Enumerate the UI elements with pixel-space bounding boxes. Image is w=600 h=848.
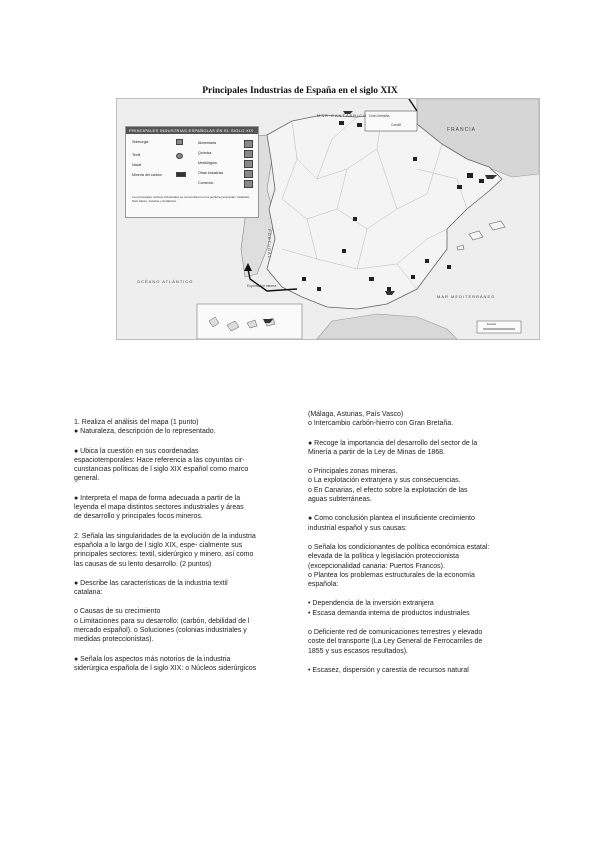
legend-note: Los principales núcleos industriales se concentraron en la periferia peninsular: Cataluña, País Vasco, Asturias y Andalucía.: [132, 195, 250, 203]
legend-right-label: Otras industrias: [198, 171, 224, 175]
trade-icon: [244, 180, 253, 188]
legend-right-label: Alimentaria: [198, 141, 216, 145]
text-line: industrial español y sus causas:: [308, 524, 407, 532]
text-line: o Plantea los problemas estructurales de la economía: [308, 571, 475, 579]
text-paragraph: [74, 607, 289, 644]
text-line: siderúrgica española de l siglo XIX: o Núcleos siderúrgicos: [74, 664, 257, 672]
text-line: (Málaga, Asturias, País Vasco): [308, 411, 404, 418]
legend-header: PRINCIPALES INDUSTRIAS ESPAÑOLAS EN EL SIGLO XIX: [126, 127, 258, 134]
text-paragraph: [74, 447, 289, 484]
industry-map: [116, 98, 540, 340]
text-paragraph: [74, 655, 289, 674]
text-paragraph: [308, 439, 528, 458]
text-line: o Deficiente red de comunicaciones terrestres y elevado: [308, 629, 483, 637]
text-line: o Causas de su crecimiento: [74, 608, 161, 616]
text-line: o La explotación extranjera y sus consecuencias.: [308, 477, 461, 485]
text-line: ● Interpreta el mapa de forma adecuada a partir de la: [74, 494, 241, 502]
text-line: • Escasa demanda interna de productos industriales: [308, 609, 470, 617]
siderurgy-icon: [176, 139, 183, 145]
text-line: ● Señala los aspectos más notorios de la industria: [74, 655, 231, 663]
scale-label: Escala: [487, 322, 497, 326]
city-label-a: Gran Bretaña: [369, 114, 390, 118]
sea-label-cantabrico: MAR CANTÁBRICO: [317, 113, 368, 118]
text-line: ● Ubica la cuestión en sus coordenadas: [74, 447, 199, 455]
text-paragraph: [308, 666, 528, 675]
text-line: las causas de su lento desarrollo. (2 puntos): [74, 560, 212, 568]
text-line: ● Como conclusión plantea el insuficiente crecimiento: [308, 515, 475, 523]
chemical-icon: [244, 150, 253, 158]
text-line: o Principales zonas mineras.: [308, 468, 398, 476]
map-legend: [125, 126, 259, 218]
legend-left-label: Minería del carbón: [132, 173, 162, 177]
text-line: 1855 y sus escasos resultados).: [308, 647, 408, 655]
text-paragraph: [74, 494, 289, 522]
text-paragraph: [308, 410, 528, 429]
text-line: • Dependencia de la inversión extranjera: [308, 600, 434, 608]
text-line: o Intercambio carbón-hierro con Gran Bretaña.: [308, 420, 454, 428]
text-line: española:: [308, 581, 339, 589]
text-line: ● Describe las características de la industria textil: [74, 579, 228, 587]
text-paragraph: [308, 543, 528, 589]
text-line: ● Recoge la importancia del desarrollo del sector de la: [308, 439, 478, 447]
arrow-label: Exportación minera: [247, 284, 277, 288]
left-text-column: [74, 418, 289, 683]
text-paragraph: [74, 532, 289, 569]
legend-left-label: Naval: [132, 163, 142, 167]
country-label-portugal: PORTUGAL: [267, 229, 272, 259]
legend-left-label: Textil: [132, 153, 141, 157]
text-line: elevada de la política y legislación proteccionista: [308, 553, 459, 561]
food-icon: [244, 140, 253, 148]
text-line: 2. Señala las singularidades de la evolución de la industria: [74, 532, 256, 540]
text-paragraph: [74, 579, 289, 598]
ship-icon: [176, 172, 186, 177]
text-line: medidas proteccionistas).: [74, 636, 154, 644]
text-line: de desarrollo y principales focos mineros.: [74, 513, 203, 521]
text-line: aguas subterráneas.: [308, 496, 372, 504]
text-line: española a lo largo de l siglo XIX, espe- cialmente sus: [74, 541, 243, 549]
text-line: (excepcionalidad canaria: Puertos Francos).: [308, 562, 445, 570]
legend-left-label: Siderurgia: [132, 140, 149, 144]
legend-right-label: Metalúrgica: [198, 161, 217, 165]
text-line: general.: [74, 475, 100, 483]
country-label-france: FRANCIA: [447, 127, 476, 133]
text-line: ● Naturaleza, descripción de lo representado.: [74, 428, 216, 436]
other-industry-icon: [244, 170, 253, 178]
text-paragraph: [308, 514, 528, 533]
text-line: Minería a partir de la Ley de Minas de 1868.: [308, 448, 445, 456]
text-paragraph: [308, 628, 528, 656]
city-label-b: Cardiff: [391, 123, 401, 127]
text-line: cunstancias políticas de l siglo XIX español como marco: [74, 466, 249, 474]
legend-right-label: Comercio: [198, 181, 214, 185]
sea-label-atlantico: OCÉANO ATLÁNTICO: [137, 279, 194, 284]
text-line: mercado español). o Soluciones (colonias industriales y: [74, 627, 247, 635]
text-line: leyenda el mapa distintos sectores industriales y áreas: [74, 504, 244, 512]
text-line: principales sectores: textil, siderúrgico y minero, así como: [74, 551, 254, 559]
textile-icon: [176, 153, 183, 159]
text-line: coste del transporte (La Ley General de Ferrocarriles de: [308, 638, 483, 646]
sea-label-mediterraneo: MAR MEDITERRÁNEO: [437, 294, 496, 299]
text-line: espaciotemporales: Hace referencia a las coyuntas cir-: [74, 456, 245, 464]
right-text-column: [308, 410, 528, 685]
text-paragraph: [308, 467, 528, 504]
legend-right-label: Química: [198, 151, 212, 155]
text-paragraph: [308, 599, 528, 618]
page-title: Principales Industrias de España en el siglo XIX: [202, 86, 398, 96]
text-line: o Limitaciones para su desarrollo: (carbón, debilidad de l: [74, 617, 250, 625]
metal-icon: [244, 160, 253, 168]
text-line: 1. Realiza el análisis del mapa (1 punto): [74, 419, 199, 426]
text-line: catalana:: [74, 589, 103, 597]
text-line: o En Canarias, el efecto sobre la explotación de las: [308, 486, 468, 494]
text-line: • Escasez, dispersión y carestía de recursos natural: [308, 666, 469, 674]
text-paragraph: [74, 418, 289, 437]
text-line: o Señala los condicionantes de política económica estatal:: [308, 543, 490, 551]
